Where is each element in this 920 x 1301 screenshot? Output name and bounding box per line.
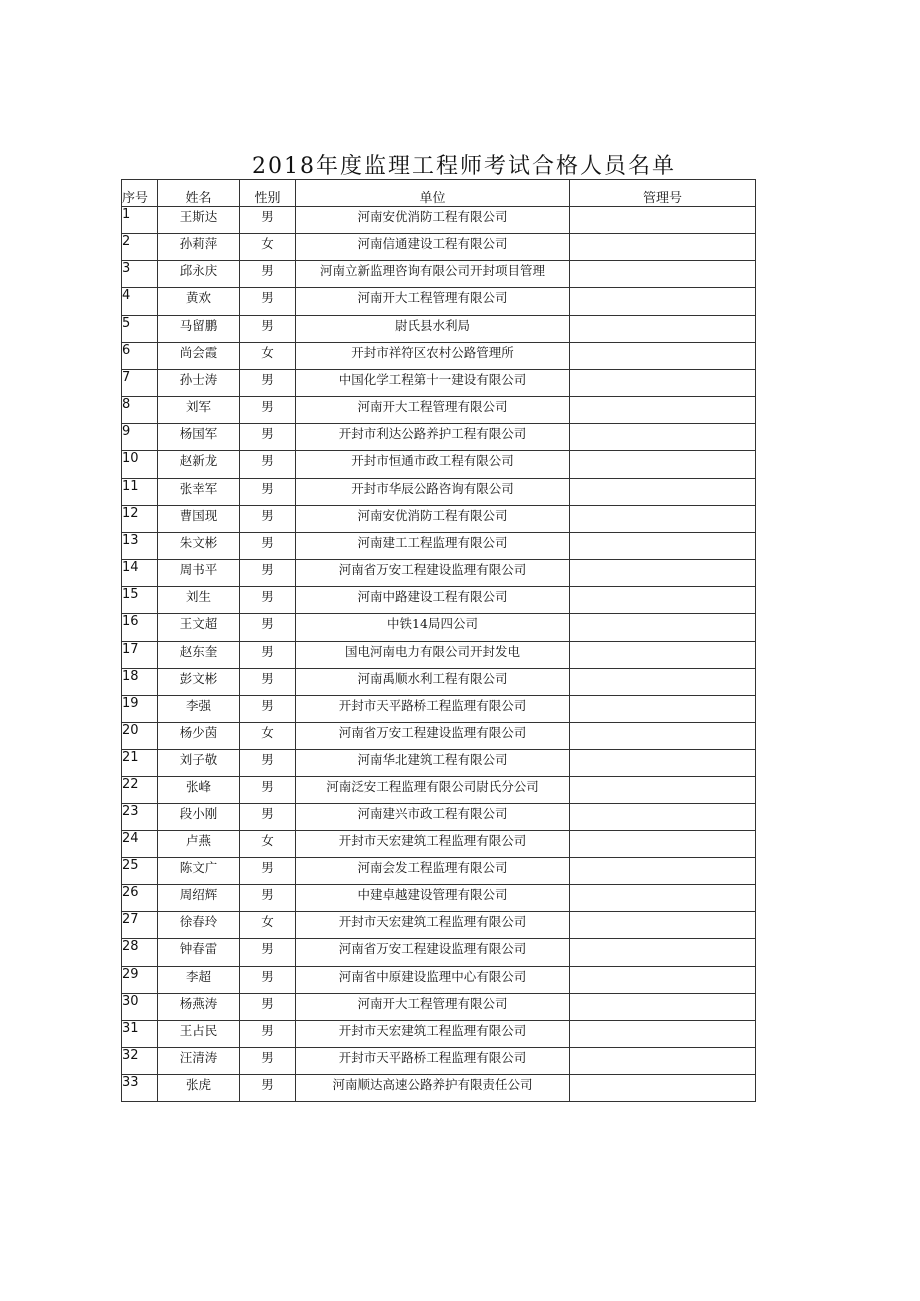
row-unit: 开封市祥符区农村公路管理所 (296, 343, 570, 370)
row-mgmt (570, 804, 756, 831)
row-mgmt (570, 451, 756, 479)
row-name: 杨少茵 (158, 723, 240, 750)
row-mgmt (570, 831, 756, 858)
table-row (122, 967, 756, 994)
row-name: 陈文广 (158, 858, 240, 885)
row-mgmt (570, 642, 756, 669)
row-sex: 男 (240, 804, 296, 831)
row-mgmt (570, 479, 756, 506)
row-name: 张峰 (158, 777, 240, 804)
row-no: 18 (122, 669, 158, 696)
row-sex: 男 (240, 451, 296, 479)
row-sex: 男 (240, 777, 296, 804)
row-no: 31 (122, 1021, 158, 1048)
row-mgmt (570, 207, 756, 234)
row-unit: 河南建兴市政工程有限公司 (296, 804, 570, 831)
row-sex: 男 (240, 614, 296, 642)
row-name: 王文超 (158, 614, 240, 642)
page-title: 2018年度监理工程师考试合格人员名单 (252, 154, 676, 179)
row-no: 24 (122, 831, 158, 858)
header-sex: 性别 (240, 180, 296, 207)
header-no: 序号 (122, 180, 158, 207)
row-mgmt (570, 316, 756, 343)
table-row (122, 234, 756, 261)
table-row (122, 939, 756, 967)
row-unit: 开封市天宏建筑工程监理有限公司 (296, 1021, 570, 1048)
row-no: 10 (122, 451, 158, 479)
row-sex: 男 (240, 1075, 296, 1102)
table-row (122, 750, 756, 777)
table-row (122, 858, 756, 885)
row-name: 刘子敬 (158, 750, 240, 777)
header-mgmt: 管理号 (570, 180, 756, 207)
row-sex: 女 (240, 912, 296, 939)
row-no: 25 (122, 858, 158, 885)
row-mgmt (570, 506, 756, 533)
row-unit: 尉氏县水利局 (296, 316, 570, 343)
row-unit: 开封市利达公路养护工程有限公司 (296, 424, 570, 451)
row-sex: 男 (240, 288, 296, 316)
row-unit: 河南省万安工程建设监理有限公司 (296, 560, 570, 587)
table-row (122, 424, 756, 451)
row-name: 刘生 (158, 587, 240, 614)
row-no: 26 (122, 885, 158, 912)
row-no: 12 (122, 506, 158, 533)
row-name: 杨燕涛 (158, 994, 240, 1021)
table-row (122, 994, 756, 1021)
row-no: 4 (122, 288, 158, 316)
table-row (122, 560, 756, 587)
row-name: 赵东奎 (158, 642, 240, 669)
row-sex: 男 (240, 533, 296, 560)
table-row (122, 614, 756, 642)
table-row (122, 397, 756, 424)
row-name: 彭文彬 (158, 669, 240, 696)
row-mgmt (570, 397, 756, 424)
row-sex: 女 (240, 723, 296, 750)
row-unit: 开封市华辰公路咨询有限公司 (296, 479, 570, 506)
row-sex: 男 (240, 696, 296, 723)
row-no: 32 (122, 1048, 158, 1075)
row-mgmt (570, 1048, 756, 1075)
row-name: 徐春玲 (158, 912, 240, 939)
roster-table (121, 179, 756, 1102)
table-row (122, 723, 756, 750)
row-unit: 河南建工工程监理有限公司 (296, 533, 570, 560)
row-name: 曹国现 (158, 506, 240, 533)
row-unit: 河南省万安工程建设监理有限公司 (296, 723, 570, 750)
table-row (122, 1048, 756, 1075)
row-mgmt (570, 261, 756, 288)
table-row (122, 642, 756, 669)
row-mgmt (570, 777, 756, 804)
row-sex: 男 (240, 1021, 296, 1048)
header-row (122, 180, 756, 207)
table-row (122, 261, 756, 288)
row-sex: 男 (240, 261, 296, 288)
row-mgmt (570, 750, 756, 777)
row-mgmt (570, 967, 756, 994)
row-name: 钟春雷 (158, 939, 240, 967)
row-unit: 河南会发工程监理有限公司 (296, 858, 570, 885)
row-no: 11 (122, 479, 158, 506)
row-mgmt (570, 912, 756, 939)
row-mgmt (570, 234, 756, 261)
row-no: 6 (122, 343, 158, 370)
table-row (122, 479, 756, 506)
table-row (122, 288, 756, 316)
table-row (122, 696, 756, 723)
row-no: 8 (122, 397, 158, 424)
row-unit: 河南信通建设工程有限公司 (296, 234, 570, 261)
header-name: 姓名 (158, 180, 240, 207)
row-no: 19 (122, 696, 158, 723)
table-row (122, 587, 756, 614)
row-name: 马留鹏 (158, 316, 240, 343)
row-unit: 中建卓越建设管理有限公司 (296, 885, 570, 912)
row-sex: 男 (240, 994, 296, 1021)
table-row (122, 1075, 756, 1102)
table-row (122, 912, 756, 939)
row-no: 29 (122, 967, 158, 994)
row-mgmt (570, 587, 756, 614)
row-no: 5 (122, 316, 158, 343)
row-name: 卢燕 (158, 831, 240, 858)
row-name: 汪清涛 (158, 1048, 240, 1075)
row-name: 张虎 (158, 1075, 240, 1102)
row-mgmt (570, 343, 756, 370)
row-no: 20 (122, 723, 158, 750)
row-no: 3 (122, 261, 158, 288)
row-name: 段小刚 (158, 804, 240, 831)
row-sex: 男 (240, 560, 296, 587)
row-mgmt (570, 1075, 756, 1102)
row-no: 28 (122, 939, 158, 967)
row-name: 周绍辉 (158, 885, 240, 912)
row-sex: 男 (240, 207, 296, 234)
row-name: 王占民 (158, 1021, 240, 1048)
row-mgmt (570, 370, 756, 397)
row-no: 27 (122, 912, 158, 939)
row-name: 王斯达 (158, 207, 240, 234)
row-mgmt (570, 614, 756, 642)
row-sex: 男 (240, 370, 296, 397)
row-sex: 男 (240, 479, 296, 506)
row-sex: 男 (240, 587, 296, 614)
table-row (122, 669, 756, 696)
row-sex: 男 (240, 506, 296, 533)
row-name: 孙士涛 (158, 370, 240, 397)
row-sex: 女 (240, 343, 296, 370)
row-mgmt (570, 994, 756, 1021)
row-name: 朱文彬 (158, 533, 240, 560)
table-row (122, 451, 756, 479)
row-no: 21 (122, 750, 158, 777)
row-unit: 开封市天平路桥工程监理有限公司 (296, 696, 570, 723)
row-no: 14 (122, 560, 158, 587)
row-sex: 男 (240, 885, 296, 912)
table-row (122, 533, 756, 560)
row-unit: 河南开大工程管理有限公司 (296, 994, 570, 1021)
row-unit: 河南中路建设工程有限公司 (296, 587, 570, 614)
table-row (122, 343, 756, 370)
row-name: 李超 (158, 967, 240, 994)
row-sex: 男 (240, 750, 296, 777)
row-unit: 河南华北建筑工程有限公司 (296, 750, 570, 777)
row-no: 22 (122, 777, 158, 804)
row-sex: 男 (240, 967, 296, 994)
row-no: 17 (122, 642, 158, 669)
row-unit: 开封市恒通市政工程有限公司 (296, 451, 570, 479)
row-name: 黄欢 (158, 288, 240, 316)
row-sex: 男 (240, 316, 296, 343)
table-row (122, 506, 756, 533)
row-mgmt (570, 560, 756, 587)
row-sex: 男 (240, 642, 296, 669)
row-name: 张幸军 (158, 479, 240, 506)
row-sex: 男 (240, 858, 296, 885)
row-name: 杨国军 (158, 424, 240, 451)
row-name: 赵新龙 (158, 451, 240, 479)
row-mgmt (570, 723, 756, 750)
table-row (122, 831, 756, 858)
row-no: 33 (122, 1075, 158, 1102)
row-sex: 男 (240, 424, 296, 451)
row-no: 13 (122, 533, 158, 560)
row-mgmt (570, 1021, 756, 1048)
row-unit: 河南开大工程管理有限公司 (296, 397, 570, 424)
header-unit: 单位 (296, 180, 570, 207)
row-sex: 男 (240, 669, 296, 696)
row-no: 2 (122, 234, 158, 261)
row-unit: 河南安优消防工程有限公司 (296, 207, 570, 234)
row-mgmt (570, 533, 756, 560)
row-unit: 开封市天宏建筑工程监理有限公司 (296, 912, 570, 939)
row-unit: 河南省中原建设监理中心有限公司 (296, 967, 570, 994)
row-sex: 女 (240, 234, 296, 261)
table-row (122, 804, 756, 831)
row-unit: 中国化学工程第十一建设有限公司 (296, 370, 570, 397)
row-name: 孙莉萍 (158, 234, 240, 261)
row-unit: 河南立新监理咨询有限公司开封项目管理 (296, 261, 570, 288)
row-name: 尚会霞 (158, 343, 240, 370)
row-name: 刘军 (158, 397, 240, 424)
row-unit: 河南安优消防工程有限公司 (296, 506, 570, 533)
row-unit: 河南禹顺水利工程有限公司 (296, 669, 570, 696)
row-mgmt (570, 939, 756, 967)
row-sex: 男 (240, 939, 296, 967)
row-no: 16 (122, 614, 158, 642)
row-unit: 河南泛安工程监理有限公司尉氏分公司 (296, 777, 570, 804)
table-row (122, 885, 756, 912)
row-mgmt (570, 288, 756, 316)
table-row (122, 207, 756, 234)
table-row (122, 777, 756, 804)
row-name: 邱永庆 (158, 261, 240, 288)
row-name: 李强 (158, 696, 240, 723)
row-unit: 开封市天宏建筑工程监理有限公司 (296, 831, 570, 858)
table-row (122, 370, 756, 397)
row-unit: 河南开大工程管理有限公司 (296, 288, 570, 316)
row-no: 7 (122, 370, 158, 397)
table-row (122, 1021, 756, 1048)
row-unit: 开封市天平路桥工程监理有限公司 (296, 1048, 570, 1075)
row-no: 1 (122, 207, 158, 234)
row-mgmt (570, 424, 756, 451)
row-no: 9 (122, 424, 158, 451)
row-unit: 国电河南电力有限公司开封发电 (296, 642, 570, 669)
row-mgmt (570, 885, 756, 912)
row-sex: 男 (240, 397, 296, 424)
row-unit: 中铁14局四公司 (296, 614, 570, 642)
table-row (122, 316, 756, 343)
row-no: 23 (122, 804, 158, 831)
row-mgmt (570, 669, 756, 696)
row-sex: 女 (240, 831, 296, 858)
row-unit: 河南顺达高速公路养护有限责任公司 (296, 1075, 570, 1102)
row-no: 30 (122, 994, 158, 1021)
row-name: 周书平 (158, 560, 240, 587)
row-mgmt (570, 696, 756, 723)
row-no: 15 (122, 587, 158, 614)
row-mgmt (570, 858, 756, 885)
row-sex: 男 (240, 1048, 296, 1075)
row-unit: 河南省万安工程建设监理有限公司 (296, 939, 570, 967)
